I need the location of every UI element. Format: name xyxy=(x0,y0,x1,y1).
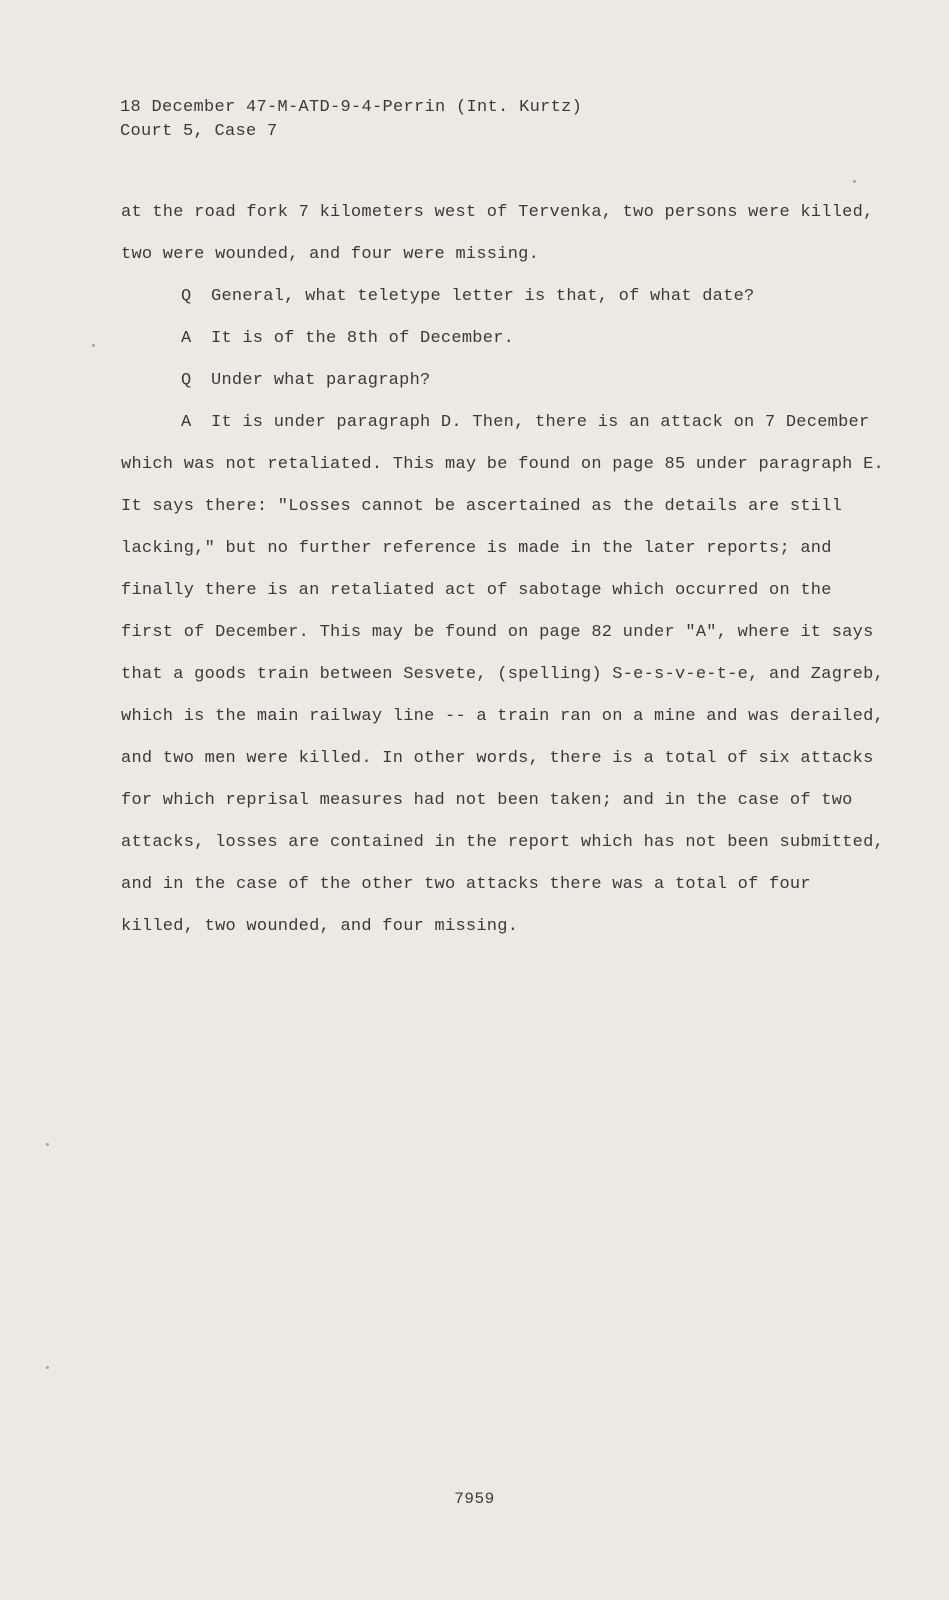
question-text: General, what teletype letter is that, of what date? xyxy=(211,287,755,306)
answer-text: It is under paragraph D. Then, there is an attack on 7 December xyxy=(211,413,870,432)
header-court-line: Court 5, Case 7 xyxy=(120,122,278,141)
answer-line xyxy=(121,408,870,450)
body-line: two were wounded, and four were missing. xyxy=(121,245,540,264)
transcript-body xyxy=(121,198,884,954)
body-line: which was not retaliated. This may be found on page 85 under paragraph E. xyxy=(121,455,884,474)
answer-text: It is of the 8th of December. xyxy=(211,329,515,348)
body-line: that a goods train between Sesvete, (spelling) S-e-s-v-e-t-e, and Zagreb, xyxy=(121,665,884,684)
body-line: and in the case of the other two attacks there was a total of four xyxy=(121,875,811,894)
answer-line xyxy=(121,324,866,366)
question-label: Q xyxy=(181,287,192,306)
question-text: Under what paragraph? xyxy=(211,371,431,390)
paper-speck xyxy=(46,1366,49,1369)
page-number: 7959 xyxy=(454,1490,495,1508)
question-label: Q xyxy=(181,371,192,390)
body-line: killed, two wounded, and four missing. xyxy=(121,917,519,936)
paper-speck xyxy=(853,180,856,183)
body-line: for which reprisal measures had not been taken; and in the case of two xyxy=(121,791,853,810)
document-header xyxy=(120,96,582,144)
paper-speck xyxy=(46,1143,49,1146)
body-line: attacks, losses are contained in the report which has not been submitted, xyxy=(121,833,884,852)
body-line: and two men were killed. In other words, there is a total of six attacks xyxy=(121,749,874,768)
answer-label: A xyxy=(181,413,192,432)
body-line: lacking," but no further reference is made in the later reports; and xyxy=(121,539,832,558)
question-line xyxy=(121,282,866,324)
header-date-line: 18 December 47-M-ATD-9-4-Perrin (Int. Kurtz) xyxy=(120,98,583,117)
body-line: finally there is an retaliated act of sabotage which occurred on the xyxy=(121,581,832,600)
body-line: at the road fork 7 kilometers west of Tervenka, two persons were killed, xyxy=(121,203,874,222)
answer-label: A xyxy=(181,329,192,348)
question-line xyxy=(121,366,866,408)
body-line: first of December. This may be found on page 82 under "A", where it says xyxy=(121,623,874,642)
body-line: It says there: "Losses cannot be ascertained as the details are still xyxy=(121,497,843,516)
paper-speck xyxy=(92,344,95,347)
body-line: which is the main railway line -- a train ran on a mine and was derailed, xyxy=(121,707,884,726)
